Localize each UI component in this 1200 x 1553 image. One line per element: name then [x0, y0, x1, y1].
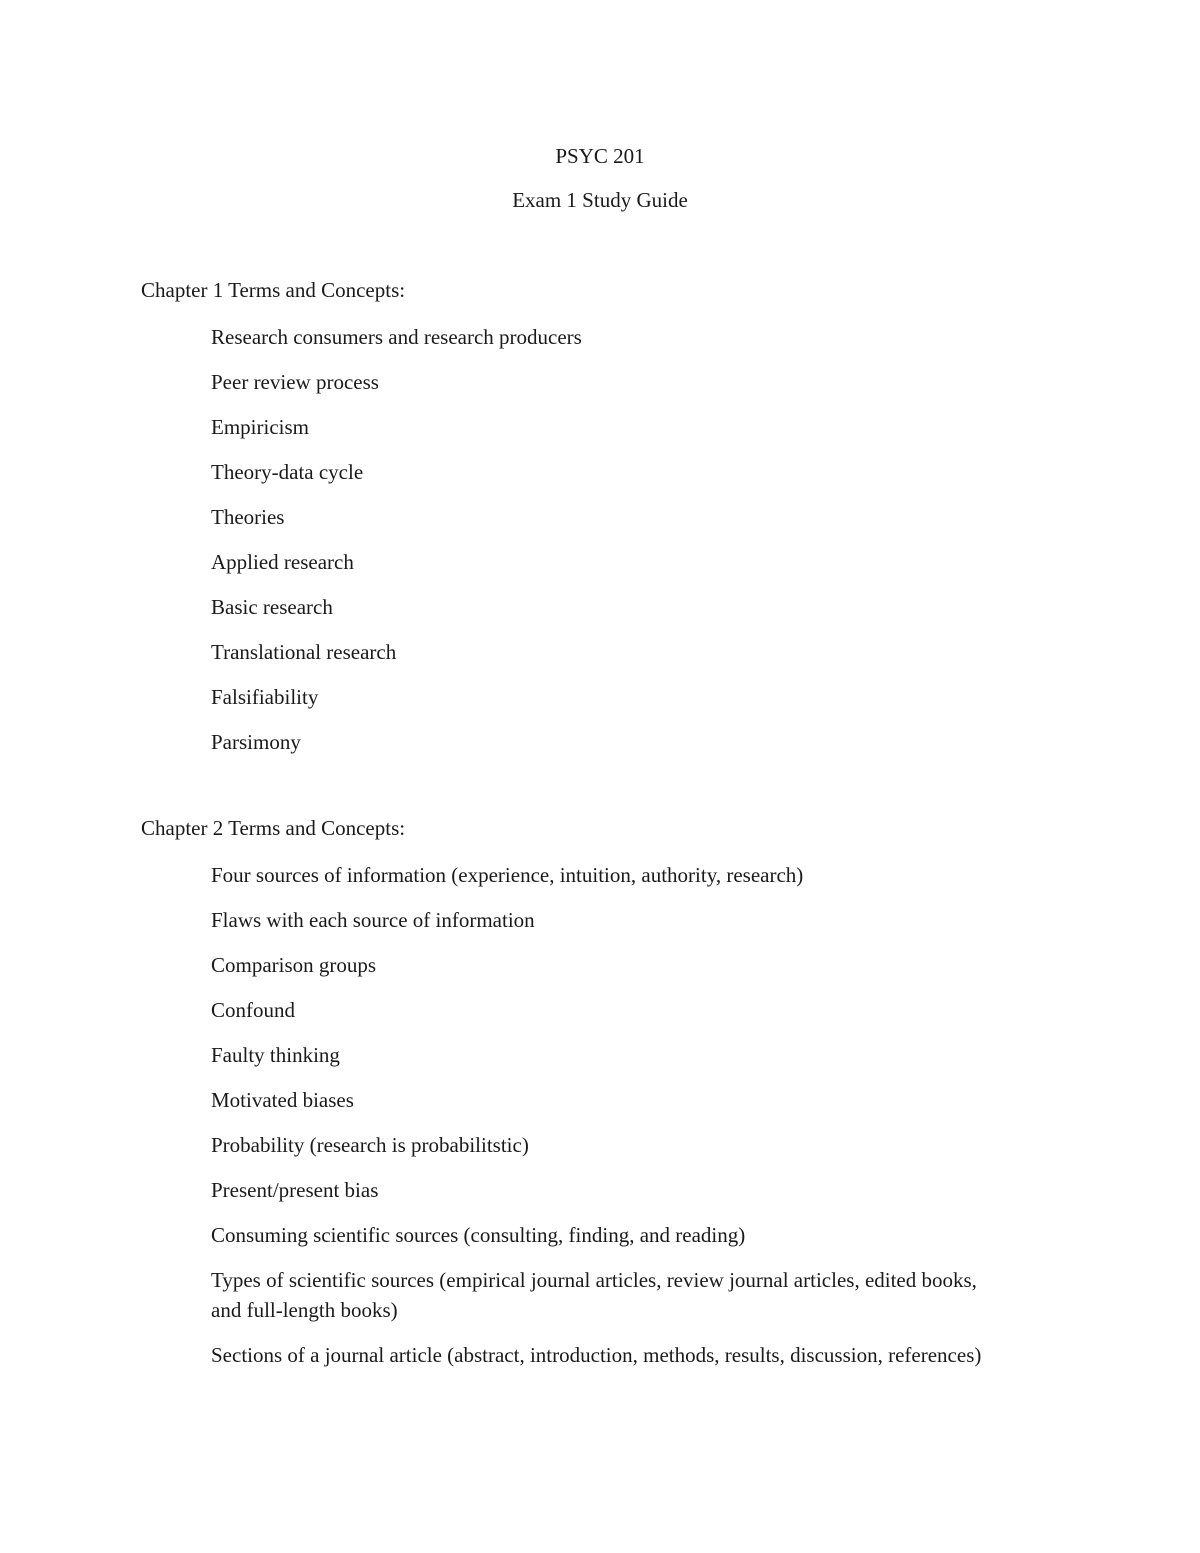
course-title: PSYC 201: [555, 144, 645, 168]
list-item: Confound: [211, 998, 295, 1022]
chapter-2-list: [141, 860, 1041, 1370]
list-item: Probability (research is probabilitstic): [211, 1133, 529, 1157]
list-item: Sections of a journal article (abstract, introduction, methods, results, discussion, references): [211, 1343, 982, 1367]
chapter-1-list: [141, 322, 1041, 757]
list-item: Theories: [211, 505, 285, 529]
list-item: Faulty thinking: [211, 1043, 340, 1067]
chapter-1-section: [141, 277, 1041, 772]
list-item: Present/present bias: [211, 1178, 379, 1202]
list-item: Parsimony: [211, 730, 301, 754]
list-item: Four sources of information (experience, intuition, authority, research): [211, 863, 804, 887]
list-item: Falsifiability: [211, 685, 319, 709]
list-item: Translational research: [211, 640, 397, 664]
guide-title: Exam 1 Study Guide: [512, 188, 688, 212]
list-item: Comparison groups: [211, 953, 377, 977]
list-item: Basic research: [211, 595, 333, 619]
list-item: Applied research: [211, 550, 354, 574]
list-item: Peer review process: [211, 370, 379, 394]
list-item: Empiricism: [211, 415, 309, 439]
chapter-2-section: [141, 815, 1041, 1385]
list-item: Research consumers and research producers: [211, 325, 582, 349]
list-item: Theory-data cycle: [211, 460, 364, 484]
list-item: Consuming scientific sources (consulting, finding, and reading): [211, 1223, 746, 1247]
chapter-1-heading: Chapter 1 Terms and Concepts:: [141, 278, 406, 302]
list-item: Flaws with each source of information: [211, 908, 535, 932]
list-item: Motivated biases: [211, 1088, 354, 1112]
list-item: Types of scientific sources (empirical journal articles, review journal articles, edited books, and full-length books): [211, 1268, 977, 1322]
chapter-2-heading: Chapter 2 Terms and Concepts:: [141, 816, 406, 840]
